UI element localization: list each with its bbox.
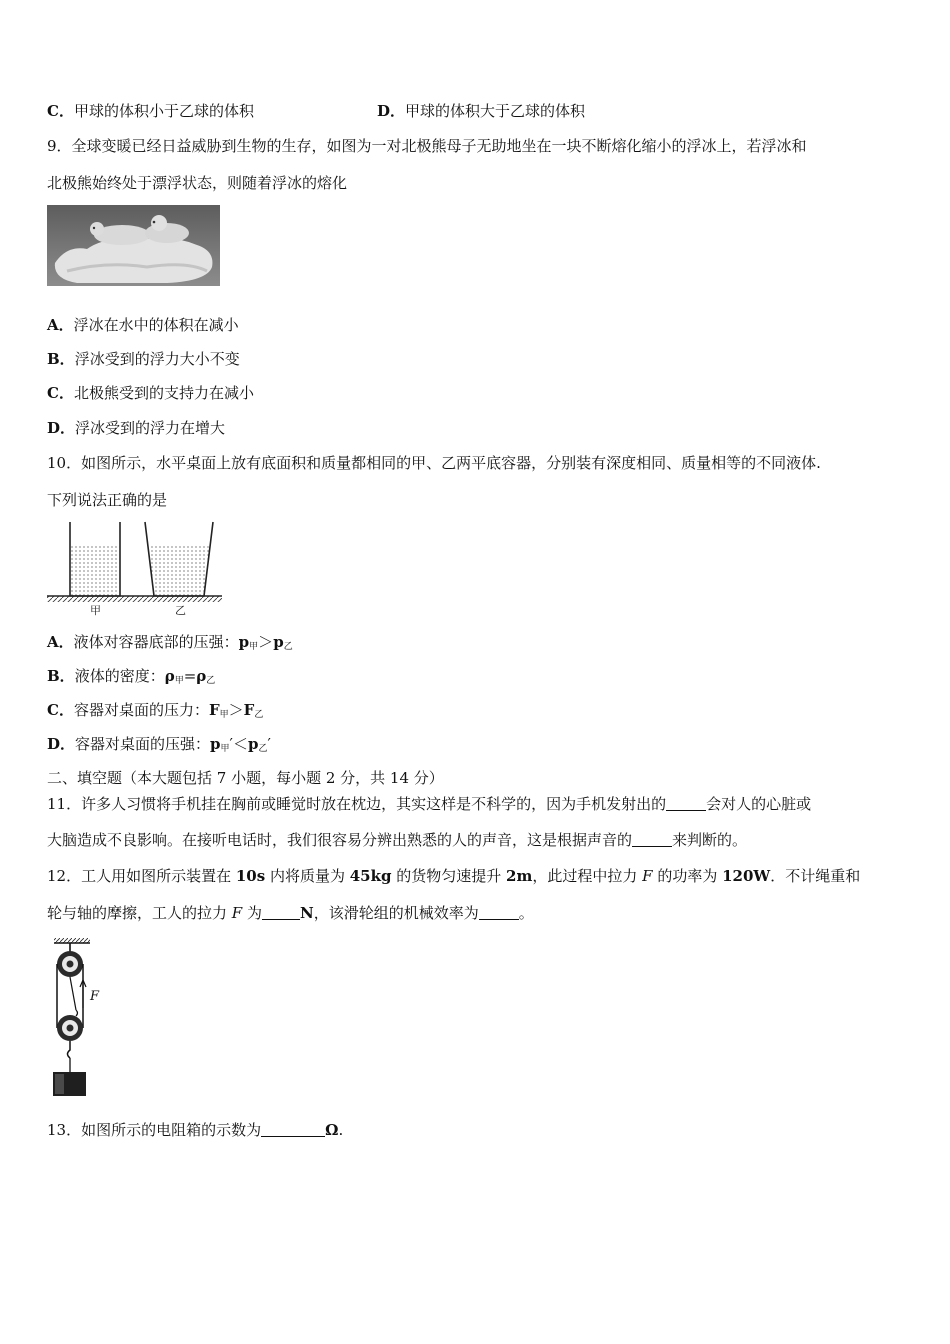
q10-option-c [47,700,263,725]
answer-blank[interactable] [479,905,519,920]
variable: F [642,867,653,885]
value: 45kg [349,867,392,885]
text: 大脑造成不良影响。在接听电话时，我们很容易分辨出熟悉的人的声音，这是根据声音的 [47,831,633,849]
q9-stem-line2: 北极熊始终处于漂浮状态，则随着浮冰的熔化 [47,174,348,192]
option-label: B． [47,667,75,685]
option-label: C． [47,701,74,719]
option-text: 浮冰在水中的体积在减小 [73,316,239,334]
subscript: 甲 [220,744,230,754]
symbol: p [210,735,221,753]
q12-stem-line1 [47,866,860,886]
text: 13．如图所示的电阻箱的示数为 [47,1121,262,1139]
option-text: 浮冰受到的浮力在增大 [75,419,226,437]
symbol: p [247,735,259,753]
option-text: 容器对桌面的压力： [73,701,209,719]
subscript: 乙 [283,642,293,652]
two-containers-diagram [47,518,222,616]
text: 11．许多人习惯将手机挂在胸前或睡觉时放在枕边，其实这样是不科学的，因为手机发射出的 [47,795,667,813]
q9-option-b [47,349,240,369]
q9-option-d [47,418,225,438]
option-text: 浮冰受到的浮力大小不变 [74,350,240,368]
q11-stem-line2 [47,830,747,850]
answer-blank[interactable] [262,905,300,920]
label-jia: 甲 [90,604,101,616]
symbol: p [238,633,250,651]
subscript: 甲 [249,642,259,652]
symbol: ρ [196,667,207,685]
q10-stem-line1: 10．如图所示，水平桌面上放有底面积和质量都相同的甲、乙两平底容器，分别装有深度相同、质量相等的不同液体. [47,454,821,472]
text: ，该滑轮组的机械效率为 [313,904,479,922]
text: 的货物匀速提升 [391,867,507,885]
q8-option-c [47,101,254,121]
option-label: A． [47,633,74,651]
q13-stem [47,1120,343,1140]
option-label: B． [47,350,75,368]
q10-stem-line2: 下列说法正确的是 [47,491,168,509]
value: 120W [722,867,771,885]
answer-blank[interactable] [261,1122,325,1137]
answer-blank[interactable] [666,796,706,811]
text: ，此过程中拉力 [532,867,643,885]
operator: ＞ [228,701,244,719]
subscript: 甲 [219,710,229,720]
q8-option-d [377,101,585,121]
q10-option-d [47,734,271,759]
option-text: 北极熊受到的支持力在减小 [73,384,254,402]
text: 为 [242,904,262,922]
polar-bear-photo [47,205,220,286]
text: 轮与轴的摩擦，工人的拉力 [47,904,232,922]
symbol: F [208,701,220,719]
option-label: C． [47,384,74,402]
option-label: C． [47,102,74,120]
subscript: 乙 [254,710,264,720]
text: 会对人的心脏或 [706,795,812,813]
prime: ′ [229,735,233,753]
force-label: F [90,989,100,1004]
q10-option-a [47,632,293,657]
subscript: 甲 [174,676,184,686]
subscript: 乙 [206,676,216,686]
text: 的功率为 [652,867,723,885]
option-label: D． [47,419,76,437]
text: 12．工人用如图所示装置在 [47,867,236,885]
subscript: 乙 [258,744,268,754]
value: 2m [506,867,533,885]
answer-blank[interactable] [632,832,672,847]
option-text: 甲球的体积小于乙球的体积 [73,102,254,120]
operator: = [183,667,197,685]
option-label: D． [47,735,76,753]
q10-option-b [47,666,215,691]
text: ．不计绳重和 [770,867,861,885]
text: . [338,1121,344,1139]
operator: ＜ [232,735,248,753]
option-text: 容器对桌面的压强： [75,735,211,753]
symbol: ρ [164,667,175,685]
q11-stem-line1 [47,794,811,814]
unit: N [299,904,314,922]
q9-option-c [47,383,254,403]
text: 来判断的。 [672,831,748,849]
pulley-system-diagram [44,938,114,1098]
q12-stem-line2 [47,903,534,923]
option-text: 液体对容器底部的压强： [73,633,239,651]
option-text: 液体的密度： [74,667,165,685]
section-title: 二、填空题（本大题包括 7 小题，每小题 2 分，共 14 分） [47,769,444,787]
unit: Ω [325,1121,339,1139]
prime: ′ [267,735,271,753]
option-label: D． [377,102,406,120]
symbol: F [243,701,255,719]
option-text: 甲球的体积大于乙球的体积 [405,102,586,120]
label-yi: 乙 [175,604,186,616]
text: 。 [518,904,534,922]
symbol: p [273,633,284,651]
operator: ＞ [258,633,274,651]
q9-stem-line1: 9．全球变暖已经日益威胁到生物的生存，如图为一对北极熊母子无助地坐在一块不断熔化缩小的浮冰上，若浮冰和 [47,137,807,155]
option-label: A． [47,316,74,334]
text: 内将质量为 [265,867,350,885]
variable: F [231,904,243,922]
q9-option-a [47,315,239,335]
value: 10s [235,867,266,885]
